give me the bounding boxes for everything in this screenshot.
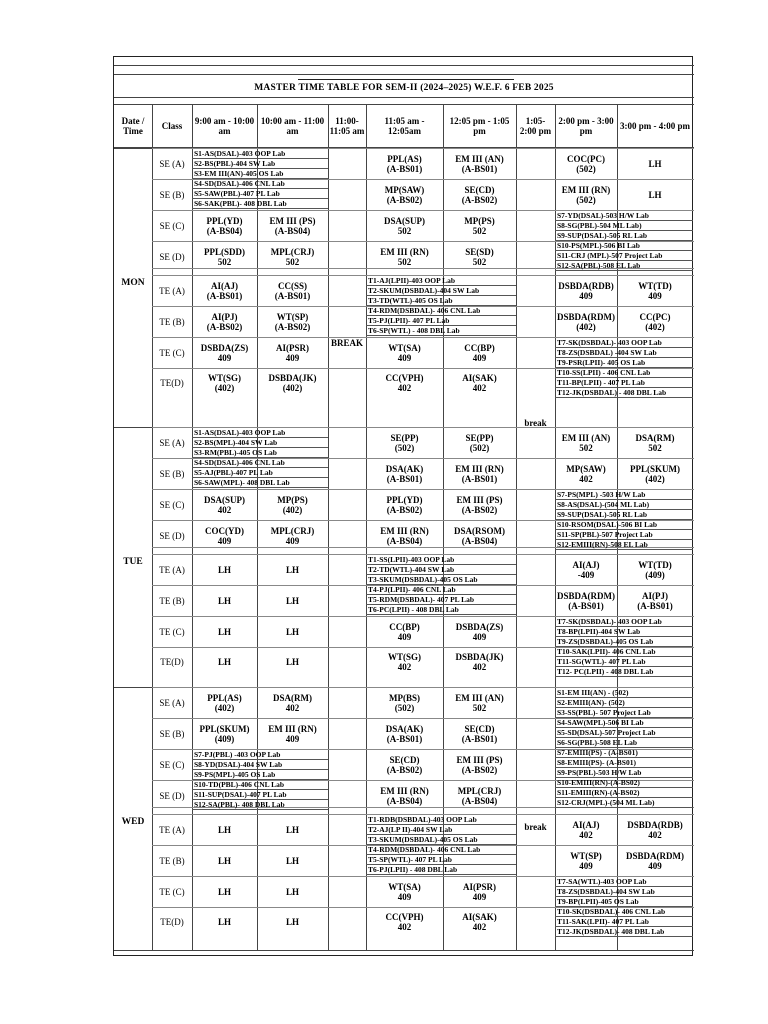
class-label: SE (D): [159, 790, 185, 801]
grid-line: [114, 65, 694, 66]
slot-cell: AI(PJ) (A-BS02): [206, 311, 243, 332]
slot-cell: DSBDA(RDM) (402): [557, 311, 615, 332]
slot-cell: PPL(YD) (A-BS04): [206, 215, 243, 236]
slot-cell: EM III (RN) (A-BS04): [380, 785, 429, 806]
slot-cell: EM III (AN) 502: [561, 432, 611, 453]
lab-rule: [555, 549, 693, 550]
lab-assignment: S4-SAW(MPL)-506 BI Lab: [557, 718, 644, 727]
slot-cell: LH: [285, 595, 299, 606]
slot-cell: CC(VPH) 402: [385, 373, 424, 393]
lab-assignment: T8-ZS(DSBDAL) -404 SW Lab: [557, 348, 657, 357]
slot-cell: EM III (PS) (A-BS04): [269, 215, 316, 236]
lab-assignment: T5-SP(WTL)- 407 PL Lab: [368, 855, 452, 864]
slot-cell: DSA(AK) (A-BS01): [385, 723, 424, 744]
lab-assignment: S10-TD(PBL)-406 CNL Lab: [194, 780, 285, 789]
slot-cell: PPL(SKUM) (409): [199, 723, 250, 744]
lab-assignment: S7-EMIII(PS) - (A-BS01): [557, 748, 638, 757]
lab-rule: [555, 936, 693, 937]
lab-assignment: S11-SP(PBL)-507 Project Lab: [557, 530, 653, 539]
slot-cell: DSBDA(JK) 402: [455, 652, 504, 672]
lab-assignment: S5-SD(DSAL)-507 Project Lab: [557, 728, 656, 737]
lab-assignment: T11-BP(LPII) - 407 PL Lab: [557, 378, 645, 387]
slot-cell: DSA(RM) 502: [635, 432, 675, 453]
slot-cell: PPL(SKUM) (402): [630, 463, 680, 484]
lab-assignment: S12-SA(PBL)- 408 DBL Lab: [194, 800, 285, 809]
lab-assignment: S8-EMIII(PS)- (A-BS01): [557, 758, 636, 767]
slot-cell: MPL(CRJ) (A-BS04): [457, 785, 502, 806]
grid-line: [328, 104, 329, 950]
lab-assignment: S7-PJ(PBL) -403 OOP Lab: [194, 750, 281, 759]
lab-rule: [192, 208, 328, 209]
slot-cell: SE(CD) (A-BS02): [461, 184, 498, 205]
lab-rule: [366, 874, 516, 875]
lab-assignment: S10-PS(MPL)-506 BI Lab: [557, 241, 640, 250]
lab-assignment: S12-CRJ(MPL)-(504 ML Lab): [557, 798, 655, 807]
slot-cell: LH: [285, 886, 299, 897]
column-header: 11:00- 11:05 am: [329, 116, 365, 136]
lab-assignment: S1-AS(DSAL)-403 OOP Lab: [194, 428, 286, 437]
slot-cell: WT(SA) 409: [388, 881, 421, 902]
lab-assignment: T6-PC(LPII) - 408 DBL Lab: [368, 605, 459, 614]
class-label: TE (B): [159, 855, 185, 866]
class-label: SE (B): [159, 728, 185, 739]
lab-assignment: S3-SS(PBL)- 507 Project Lab: [557, 708, 651, 717]
lab-assignment: S6-SG(PBL)-508 EL Lab: [557, 738, 638, 747]
slot-cell: SE(PP) (502): [465, 432, 494, 453]
slot-cell: CC(VPH) 402: [385, 912, 424, 932]
lab-assignment: S4-SD(DSAL)-406 CNL Lab: [194, 458, 285, 467]
lab-assignment: S8-AS(DSAL)-(504 ML Lab): [557, 500, 650, 509]
slot-cell: DSA(RSOM) (A-BS04): [454, 525, 505, 546]
slot-cell: WT(SA) 409: [388, 342, 421, 363]
column-header: 10:00 am - 11:00 am: [260, 116, 325, 136]
slot-cell: MP(PS) (402): [277, 494, 308, 515]
slot-cell: EM III (RN) (A-BS04): [380, 525, 429, 546]
lab-assignment: S2-BS(PBL)-404 SW Lab: [194, 159, 276, 168]
class-label: TE (C): [159, 886, 185, 897]
class-label: SE (B): [159, 468, 185, 479]
slot-cell: LH: [217, 626, 231, 637]
class-label: SE (C): [159, 220, 185, 231]
lab-assignment: S5-SAW(PBL)-407 PL Lab: [194, 189, 280, 198]
lab-assignment: T4-RDM(DSBDAL)- 406 CNL Lab: [368, 845, 481, 854]
slot-cell: DSBDA(RDB) 402: [627, 819, 683, 840]
lab-assignment: T10-SK(DSBDAL)- 406 CNL Lab: [557, 907, 666, 916]
grid-line: [114, 74, 694, 75]
class-label: TE (B): [159, 316, 185, 327]
lab-assignment: S8-SG(PBL)-504 ML Lab): [557, 221, 642, 230]
slot-cell: CC(BP) 409: [464, 342, 495, 363]
class-label: SE (D): [159, 251, 185, 262]
grid-line: [114, 104, 694, 105]
slot-cell: MP(BS) (502): [389, 692, 420, 713]
lab-assignment: S5-AJ(PBL)-407 PL Lab: [194, 468, 273, 477]
lab-assignment: S11-EMIII(RN)-(A-BS02): [557, 788, 640, 797]
lab-assignment: T4-PJ(LPII)- 406 CNL Lab: [368, 585, 456, 594]
slot-cell: LH: [648, 189, 662, 200]
slot-cell: DSBDA(JK) (402): [268, 373, 317, 393]
lab-assignment: T10-SAK(LPII)- 406 CNL Lab: [557, 647, 656, 656]
slot-cell: AI(PSR) 409: [463, 881, 496, 902]
lab-assignment: S3-RM(PBL)-405 OS Lab: [194, 448, 277, 457]
lab-assignment: S12-EMIII(RN)-508 EL Lab: [557, 540, 648, 549]
column-header: 3:00 pm - 4:00 pm: [620, 121, 690, 131]
lab-assignment: T1-AJ(LPII)-403 OOP Lab: [368, 276, 456, 285]
lab-assignment: S4-SD(DSAL)-406 CNL Lab: [194, 179, 285, 188]
slot-cell: AI(SAK) 402: [462, 373, 497, 393]
slot-cell: LH: [285, 564, 299, 575]
slot-cell: DSBDA(ZS) 409: [200, 342, 249, 363]
lab-rule: [366, 614, 516, 615]
class-label: TE(D): [160, 657, 184, 667]
slot-cell: PPL(YD) (A-BS02): [386, 494, 423, 515]
lab-assignment: T2-SKUM(DSBDAL)-404 SW Lab: [368, 286, 480, 295]
lab-assignment: T2-AJ(LP II)-404 SW Lab: [368, 825, 453, 834]
lab-assignment: T11-SAK(LPII)- 407 PL Lab: [557, 917, 649, 926]
lab-rule: [555, 676, 693, 677]
slot-cell: MP(PS) 502: [464, 215, 495, 236]
lab-assignment: T8-BP(LPII)-404 SW Lab: [557, 627, 641, 636]
class-label: SE (A): [159, 437, 185, 448]
lab-assignment: S7-PS(MPL) -503 H/W Lab: [557, 490, 646, 499]
lunch-break-label: break: [524, 822, 547, 832]
slot-cell: DSA(SUP) 502: [383, 215, 425, 236]
slot-cell: LH: [285, 657, 299, 667]
slot-cell: LH: [217, 824, 231, 835]
day-label: MON: [121, 278, 145, 288]
lab-rule: [555, 807, 693, 808]
column-header: 12:05 pm - 1:05 pm: [449, 116, 510, 136]
grid-line: [114, 97, 694, 98]
slot-cell: WT(TD) 409: [638, 280, 672, 301]
class-label: TE (A): [159, 824, 185, 835]
slot-cell: EM III (PS) (A-BS02): [456, 494, 503, 515]
slot-cell: EM III (RN) (A-BS01): [455, 463, 504, 484]
slot-cell: LH: [217, 917, 231, 927]
class-label: TE (C): [159, 626, 185, 637]
page-title: MASTER TIME TABLE FOR SEM-II (2024–2025) W.E.F. 6 FEB 2025: [254, 83, 554, 93]
slot-cell: COC(YD) 409: [205, 525, 244, 546]
lab-assignment: S11-SUP(DSAL)-407 PL Lab: [194, 790, 287, 799]
slot-cell: AI(PSR) 409: [276, 342, 309, 363]
slot-cell: AI(AJ) 402: [572, 819, 600, 840]
slot-cell: WT(SG) (402): [207, 373, 241, 393]
slot-cell: MPL(CRJ) 409: [270, 525, 315, 546]
slot-cell: SE(CD) (A-BS01): [461, 723, 498, 744]
lunch-break-label: break: [524, 418, 547, 428]
class-label: TE(D): [160, 378, 184, 388]
lab-assignment: S2-BS(MPL)-404 SW Lab: [194, 438, 278, 447]
lab-assignment: T12-JK(DSBDAL)- 408 DBL Lab: [557, 927, 665, 936]
lab-assignment: T4-RDM(DSBDAL)- 406 CNL Lab: [368, 306, 481, 315]
lab-assignment: S8-YD(DSAL)-404 SW Lab: [194, 760, 283, 769]
lab-assignment: S10-RSOM(DSAL)-506 BI Lab: [557, 520, 658, 529]
slot-cell: PPL(AS) (A-BS01): [386, 153, 423, 174]
slot-cell: AI(AJ) (A-BS01): [206, 280, 243, 301]
slot-cell: LH: [648, 158, 662, 169]
slot-cell: AI(AJ) -409: [572, 559, 600, 580]
column-header: 11:05 am - 12:05am: [384, 116, 425, 136]
slot-cell: AI(PJ) (A-BS01): [637, 590, 673, 611]
lab-rule: [555, 270, 693, 271]
slot-cell: EM III (RN) 409: [268, 723, 317, 744]
lab-assignment: T12- PC(LPII) - 408 DBL Lab: [557, 667, 654, 676]
lab-assignment: S6-SAW(MPL)- 408 DBL Lab: [194, 478, 290, 487]
lab-rule: [555, 397, 693, 398]
column-header: Date / Time: [121, 116, 145, 136]
slot-cell: LH: [285, 855, 299, 866]
slot-cell: EM III (AN) 502: [455, 692, 504, 713]
column-header: 1:05- 2:00 pm: [519, 116, 552, 136]
slot-cell: EM III (PS) (A-BS02): [456, 754, 503, 775]
slot-cell: WT(TD) (409): [638, 559, 672, 580]
class-label: SE (B): [159, 189, 185, 200]
lab-assignment: S7-YD(DSAL)-503 H/W Lab: [557, 211, 649, 220]
slot-cell: DSA(AK) (A-BS01): [385, 463, 424, 484]
slot-cell: SE(CD) (A-BS02): [386, 754, 423, 775]
slot-cell: DSA(RM) 402: [273, 692, 312, 713]
lab-rule: [192, 809, 328, 810]
lab-assignment: T3-SKUM(DSBDAL)-405 OS Lab: [368, 835, 478, 844]
timetable-sheet: [113, 56, 693, 956]
slot-cell: WT(SP) 409: [570, 850, 602, 871]
column-header: 2:00 pm - 3:00 pm: [558, 116, 614, 136]
lab-assignment: S9-PS(PBL)-503 H/W Lab: [557, 768, 642, 777]
slot-cell: CC(SS) (A-BS01): [274, 280, 311, 301]
lab-assignment: T12-JK(DSBDAL) - 408 DBL Lab: [557, 388, 667, 397]
slot-cell: MPL(CRJ) 502: [270, 246, 315, 267]
slot-cell: LH: [285, 917, 299, 927]
slot-cell: PPL(AS) (402): [207, 692, 242, 713]
class-label: TE (C): [159, 347, 185, 358]
lab-assignment: S3-EM III(AN)-405 OS Lab: [194, 169, 284, 178]
lab-assignment: S6-SAK(PBL)- 408 DBL Lab: [194, 199, 287, 208]
lab-assignment: T9-BP(LPII)-405 OS Lab: [557, 897, 639, 906]
slot-cell: SE(PP) (502): [390, 432, 419, 453]
lab-assignment: T2-TD(WTL)-404 SW Lab: [368, 565, 455, 574]
class-label: TE (B): [159, 595, 185, 606]
class-label: SE (C): [159, 499, 185, 510]
lab-assignment: T11-SG(WTL)- 407 PL Lab: [557, 657, 646, 666]
slot-cell: AI(SAK) 402: [462, 912, 497, 932]
slot-cell: DSBDA(RDM) (A-BS01): [557, 590, 615, 611]
slot-cell: SE(SD) 502: [465, 246, 494, 267]
slot-cell: PPL(SDD) 502: [204, 246, 245, 267]
column-header: Class: [161, 121, 183, 131]
break-label: BREAK: [330, 338, 363, 348]
slot-cell: CC(PC) (402): [639, 311, 671, 332]
grid-line: [114, 950, 694, 951]
slot-cell: LH: [285, 626, 299, 637]
slot-cell: EM III (RN) (502): [561, 184, 611, 205]
class-label: TE (A): [159, 564, 185, 575]
slot-cell: DSBDA(RDB) 409: [558, 280, 614, 301]
class-label: SE (C): [159, 759, 185, 770]
title-rule: [298, 79, 514, 80]
slot-cell: MP(SAW) (A-BS02): [384, 184, 425, 205]
slot-cell: WT(SP) (A-BS02): [274, 311, 311, 332]
slot-cell: COC(PC) (502): [567, 153, 605, 174]
lab-assignment: T6-SP(WTL) - 408 DBL Lab: [368, 326, 460, 335]
lab-assignment: S9-SUP(DSAL)-505 RL Lab: [557, 231, 648, 240]
slot-cell: EM III (RN) 502: [380, 246, 429, 267]
slot-cell: WT(SG) 402: [387, 652, 421, 672]
lab-assignment: S9-PS(MPL)-405 OS Lab: [194, 770, 276, 779]
class-label: TE(D): [160, 917, 184, 927]
lab-assignment: T7-SA(WTL)-403 OOP Lab: [557, 877, 647, 886]
slot-cell: EM III (AN) (A-BS01): [455, 153, 504, 174]
slot-cell: LH: [285, 824, 299, 835]
lab-assignment: T6-PJ(LPII) - 408 DBL Lab: [368, 865, 458, 874]
slot-cell: LH: [217, 657, 231, 667]
day-label: TUE: [123, 557, 143, 567]
lab-assignment: S12-SA(PBL)-508 EL Lab: [557, 261, 641, 270]
lab-rule: [366, 335, 516, 336]
slot-cell: LH: [217, 595, 231, 606]
slot-cell: DSA(SUP) 402: [203, 494, 245, 515]
lab-assignment: T1-SS(LPII)-403 OOP Lab: [368, 555, 455, 564]
lab-assignment: T8-ZS(DSBDAL)-404 SW Lab: [557, 887, 655, 896]
lab-assignment: S1-EM III(AN) - (502): [557, 688, 629, 697]
lab-assignment: T7-SK(DSBDAL)- 403 OOP Lab: [557, 338, 662, 347]
lab-assignment: T9-PSR(LPII)- 405 OS Lab: [557, 358, 646, 367]
slot-cell: MP(SAW) 402: [566, 463, 606, 484]
lab-assignment: T7-SK(DSBDAL)- 403 OOP Lab: [557, 617, 662, 626]
lab-assignment: T3-TD(WTL)-405 OS Lab: [368, 296, 453, 305]
lab-assignment: T9-ZS(DSBDAL)-405 OS Lab: [557, 637, 654, 646]
slot-cell: LH: [217, 564, 231, 575]
class-label: TE (A): [159, 285, 185, 296]
slot-cell: DSBDA(ZS) 409: [455, 621, 504, 642]
lab-assignment: T1-RDB(DSBDAL)-403 OOP Lab: [368, 815, 477, 824]
slot-cell: LH: [217, 855, 231, 866]
lab-assignment: S2-EMIII(AN)- (502): [557, 698, 625, 707]
lab-assignment: S9-SUP(DSAL)-505 RL Lab: [557, 510, 648, 519]
lab-assignment: S1-AS(DSAL)-403 OOP Lab: [194, 149, 286, 158]
slot-cell: DSBDA(RDM) 409: [626, 850, 684, 871]
class-label: SE (D): [159, 530, 185, 541]
class-label: SE (A): [159, 158, 185, 169]
lab-assignment: T5-PJ(LPII)- 407 PL Lab: [368, 316, 450, 325]
lab-assignment: T5-RDM(DSBDAL)- 407 PL Lab: [368, 595, 475, 604]
class-label: SE (A): [159, 697, 185, 708]
lab-assignment: T10-SS(LPII) - 406 CNL Lab: [557, 368, 651, 377]
lab-rule: [192, 487, 328, 488]
slot-cell: LH: [217, 886, 231, 897]
day-label: WED: [121, 817, 145, 827]
slot-cell: CC(BP) 409: [389, 621, 420, 642]
lab-assignment: S11-CRJ (MPL)-507 Project Lab: [557, 251, 663, 260]
lab-assignment: S10-EMIII(RN)-(A-BS02): [557, 778, 640, 787]
column-header: 9:00 am - 10:00 am: [194, 116, 255, 136]
lab-assignment: T3-SKUM(DSBDAL)-405 OS Lab: [368, 575, 478, 584]
